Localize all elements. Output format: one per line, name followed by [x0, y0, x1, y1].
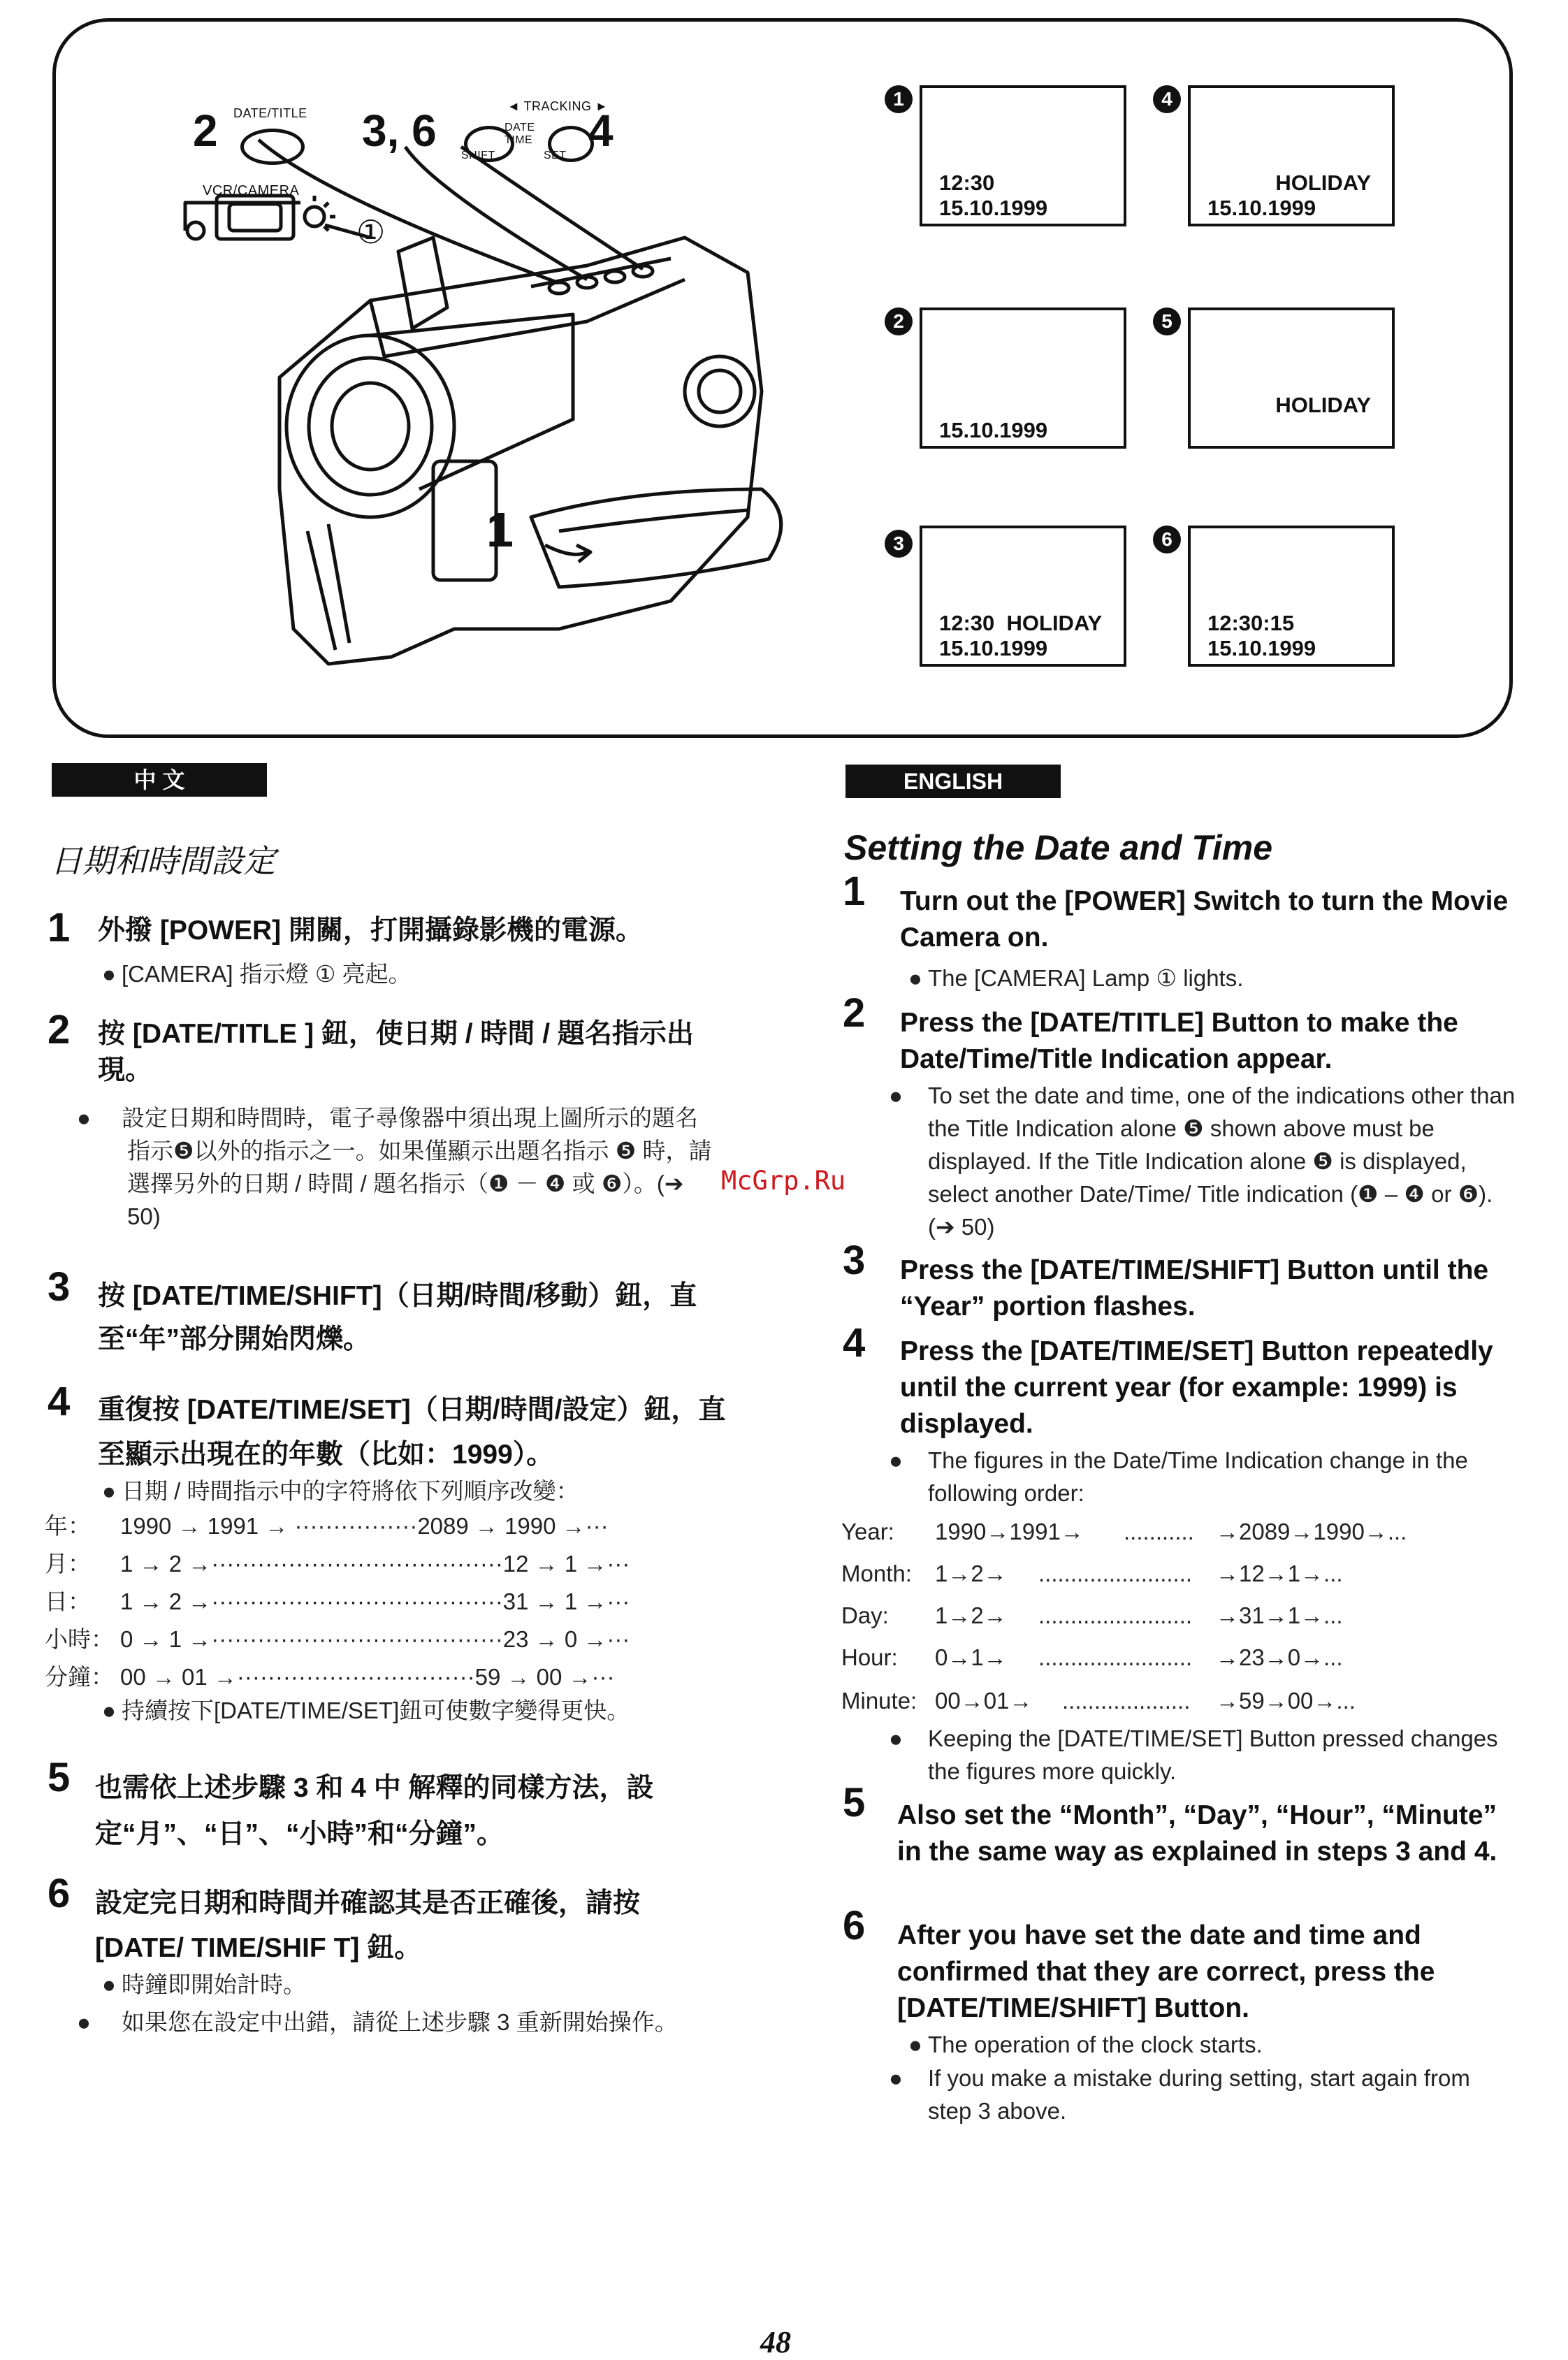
- zh-step-2-number: 2: [48, 1007, 71, 1052]
- screen-badge-1: 1: [885, 85, 913, 113]
- zh-step-4-note-b: ● 持續按下[DATE/TIME/SET]鈕可使數字變得更快。: [102, 1697, 630, 1723]
- callout-date: DATE: [504, 122, 535, 133]
- display-screen-5: HOLIDAY: [1188, 307, 1395, 449]
- zh-step-1-text: 外撥 [POWER] 開關，打開攝錄影機的電源。: [98, 915, 643, 946]
- chinese-section-label: 中 文: [52, 763, 267, 797]
- callout-2: 2: [193, 106, 218, 156]
- zh-step-1-note: ● [CAMERA] 指示燈 ① 亮起。: [102, 961, 412, 987]
- date-title-button-icon: [240, 129, 305, 165]
- en-step-2-text: Press the [DATE/TITLE] Button to make the Date/Time/Title Indication appear.: [900, 1008, 1458, 1074]
- en-step-5-number: 5: [843, 1780, 866, 1825]
- display-screen-6: 12:30:15 15.10.1999: [1188, 526, 1395, 667]
- en-step-2-note: ● To set the date and time, one of the indications other than the Title Indication alone ❺ shown above must be displayed. If the Title Indication alone ❺ is displayed, select another Date/Time/ Title indication (❶ – ❹ or ❻). (➔ 50): [889, 1083, 1516, 1240]
- callout-date-title: DATE/TITLE: [233, 106, 307, 120]
- en-step-1-number: 1: [843, 869, 866, 914]
- display-screen-2: 15.10.1999: [920, 307, 1126, 449]
- en-step-6-note-b: ● If you make a mistake during setting, start again from step 3 above.: [889, 2065, 1470, 2124]
- zh-step-6-note-b: ● 如果您在設定中出錯，請從上述步驟 3 重新開始操作。: [77, 2009, 678, 2035]
- screen-badge-3: 3: [885, 530, 913, 558]
- zh-step-5-text: 也需依上述步驟 3 和 4 中 解釋的同樣方法，設定“月”、“日”、“小時”和“分鐘”。: [95, 1773, 654, 1849]
- en-step-4-text: Press the [DATE/TIME/SET] Button repeatedly until the current year (for example: 1999) is displayed.: [900, 1336, 1493, 1439]
- en-step-4-number: 4: [843, 1320, 866, 1366]
- screen-badge-2: 2: [885, 307, 913, 335]
- zh-step-6-text: 設定完日期和時間并確認其是否正確後，請按 [DATE/ TIME/SHIF T] 鈕。: [95, 1888, 641, 1963]
- page-number: 48: [760, 2325, 791, 2359]
- zh-step-6-note-a: ● 時鐘即開始計時。: [102, 1971, 306, 1997]
- chinese-title: 日期和時間設定: [50, 843, 275, 879]
- callout-tracking: ◄ TRACKING ►: [507, 99, 609, 113]
- screen-badge-4: 4: [1153, 85, 1181, 113]
- zh-step-2-text: 按 [DATE/TITLE ] 鈕，使日期 / 時間 / 題名指示出現。: [98, 1019, 694, 1085]
- english-section-label: ENGLISH: [845, 765, 1061, 798]
- en-step-1-note: ● The [CAMERA] Lamp ① lights.: [908, 965, 1244, 991]
- zh-step-3-text: 按 [DATE/TIME/SHIFT]（日期/時間/移動）鈕，直至“年”部分開始閃爍。: [98, 1281, 697, 1354]
- display-screen-3: 12:30 HOLIDAY 15.10.1999: [920, 526, 1126, 667]
- en-step-2-number: 2: [843, 990, 866, 1036]
- en-step-5-text: Also set the “Month”, “Day”, “Hour”, “Minute” in the same way as explained in steps 3 and 4.: [897, 1800, 1497, 1867]
- callout-shift: SHIFT: [461, 150, 495, 161]
- callout-lamp-ref: ①: [356, 214, 386, 250]
- english-title: Setting the Date and Time: [844, 828, 1273, 867]
- watermark-text: McGrp.Ru: [721, 1166, 846, 1196]
- callout-vcr-camera: VCR/CAMERA: [203, 183, 300, 198]
- screen-badge-5: 5: [1153, 307, 1181, 335]
- callout-1: 1: [486, 502, 514, 557]
- en-step-6-note-a: ● The operation of the clock starts.: [908, 2032, 1263, 2057]
- en-step-3-number: 3: [843, 1238, 866, 1283]
- en-step-4-note-b: ● Keeping the [DATE/TIME/SET] Button pressed changes the figures more quickly.: [889, 1725, 1498, 1784]
- zh-step-5-number: 5: [48, 1755, 71, 1800]
- zh-step-4-number: 4: [48, 1379, 71, 1424]
- screen-badge-6: 6: [1153, 526, 1181, 553]
- en-step-4-note: ● The figures in the Date/Time Indication change in the following order:: [889, 1447, 1468, 1506]
- en-step-3-text: Press the [DATE/TIME/SHIFT] Button until the “Year” portion flashes.: [900, 1255, 1489, 1322]
- en-step-1-text: Turn out the [POWER] Switch to turn the Movie Camera on.: [900, 886, 1509, 953]
- zh-step-3-number: 3: [48, 1264, 71, 1310]
- callout-set: SET: [544, 150, 567, 161]
- en-step-6-text: After you have set the date and time and confirmed that they are correct, press the [DATE/TIME/SHIFT] Button.: [897, 1920, 1435, 2023]
- zh-step-2-note: ● 設定日期和時間時，電子尋像器中須出現上圖所示的題名指示❺以外的指示之一。如果僅顯示出題名指示 ❺ 時，請選擇另外的日期 / 時間 / 題名指示（❶ － ❹ 或 ❻）。(➔ 50): [77, 1105, 712, 1229]
- zh-step-1-number: 1: [48, 905, 71, 950]
- en-step-6-number: 6: [843, 1903, 866, 1948]
- zh-step-4-text: 重復按 [DATE/TIME/SET]（日期/時間/設定）鈕，直至顯示出現在的年數（比如：1999）。: [98, 1395, 726, 1470]
- display-screen-4: HOLIDAY 15.10.1999: [1188, 85, 1395, 226]
- callout-3-6: 3, 6: [362, 106, 437, 156]
- zh-step-4-note: ● 日期 / 時間指示中的字符將依下列順序改變：: [102, 1478, 579, 1504]
- display-screen-1: 12:30 15.10.1999: [920, 85, 1126, 226]
- callout-4: 4: [588, 106, 614, 156]
- callout-time: TIME: [504, 134, 533, 146]
- zh-step-6-number: 6: [48, 1871, 71, 1916]
